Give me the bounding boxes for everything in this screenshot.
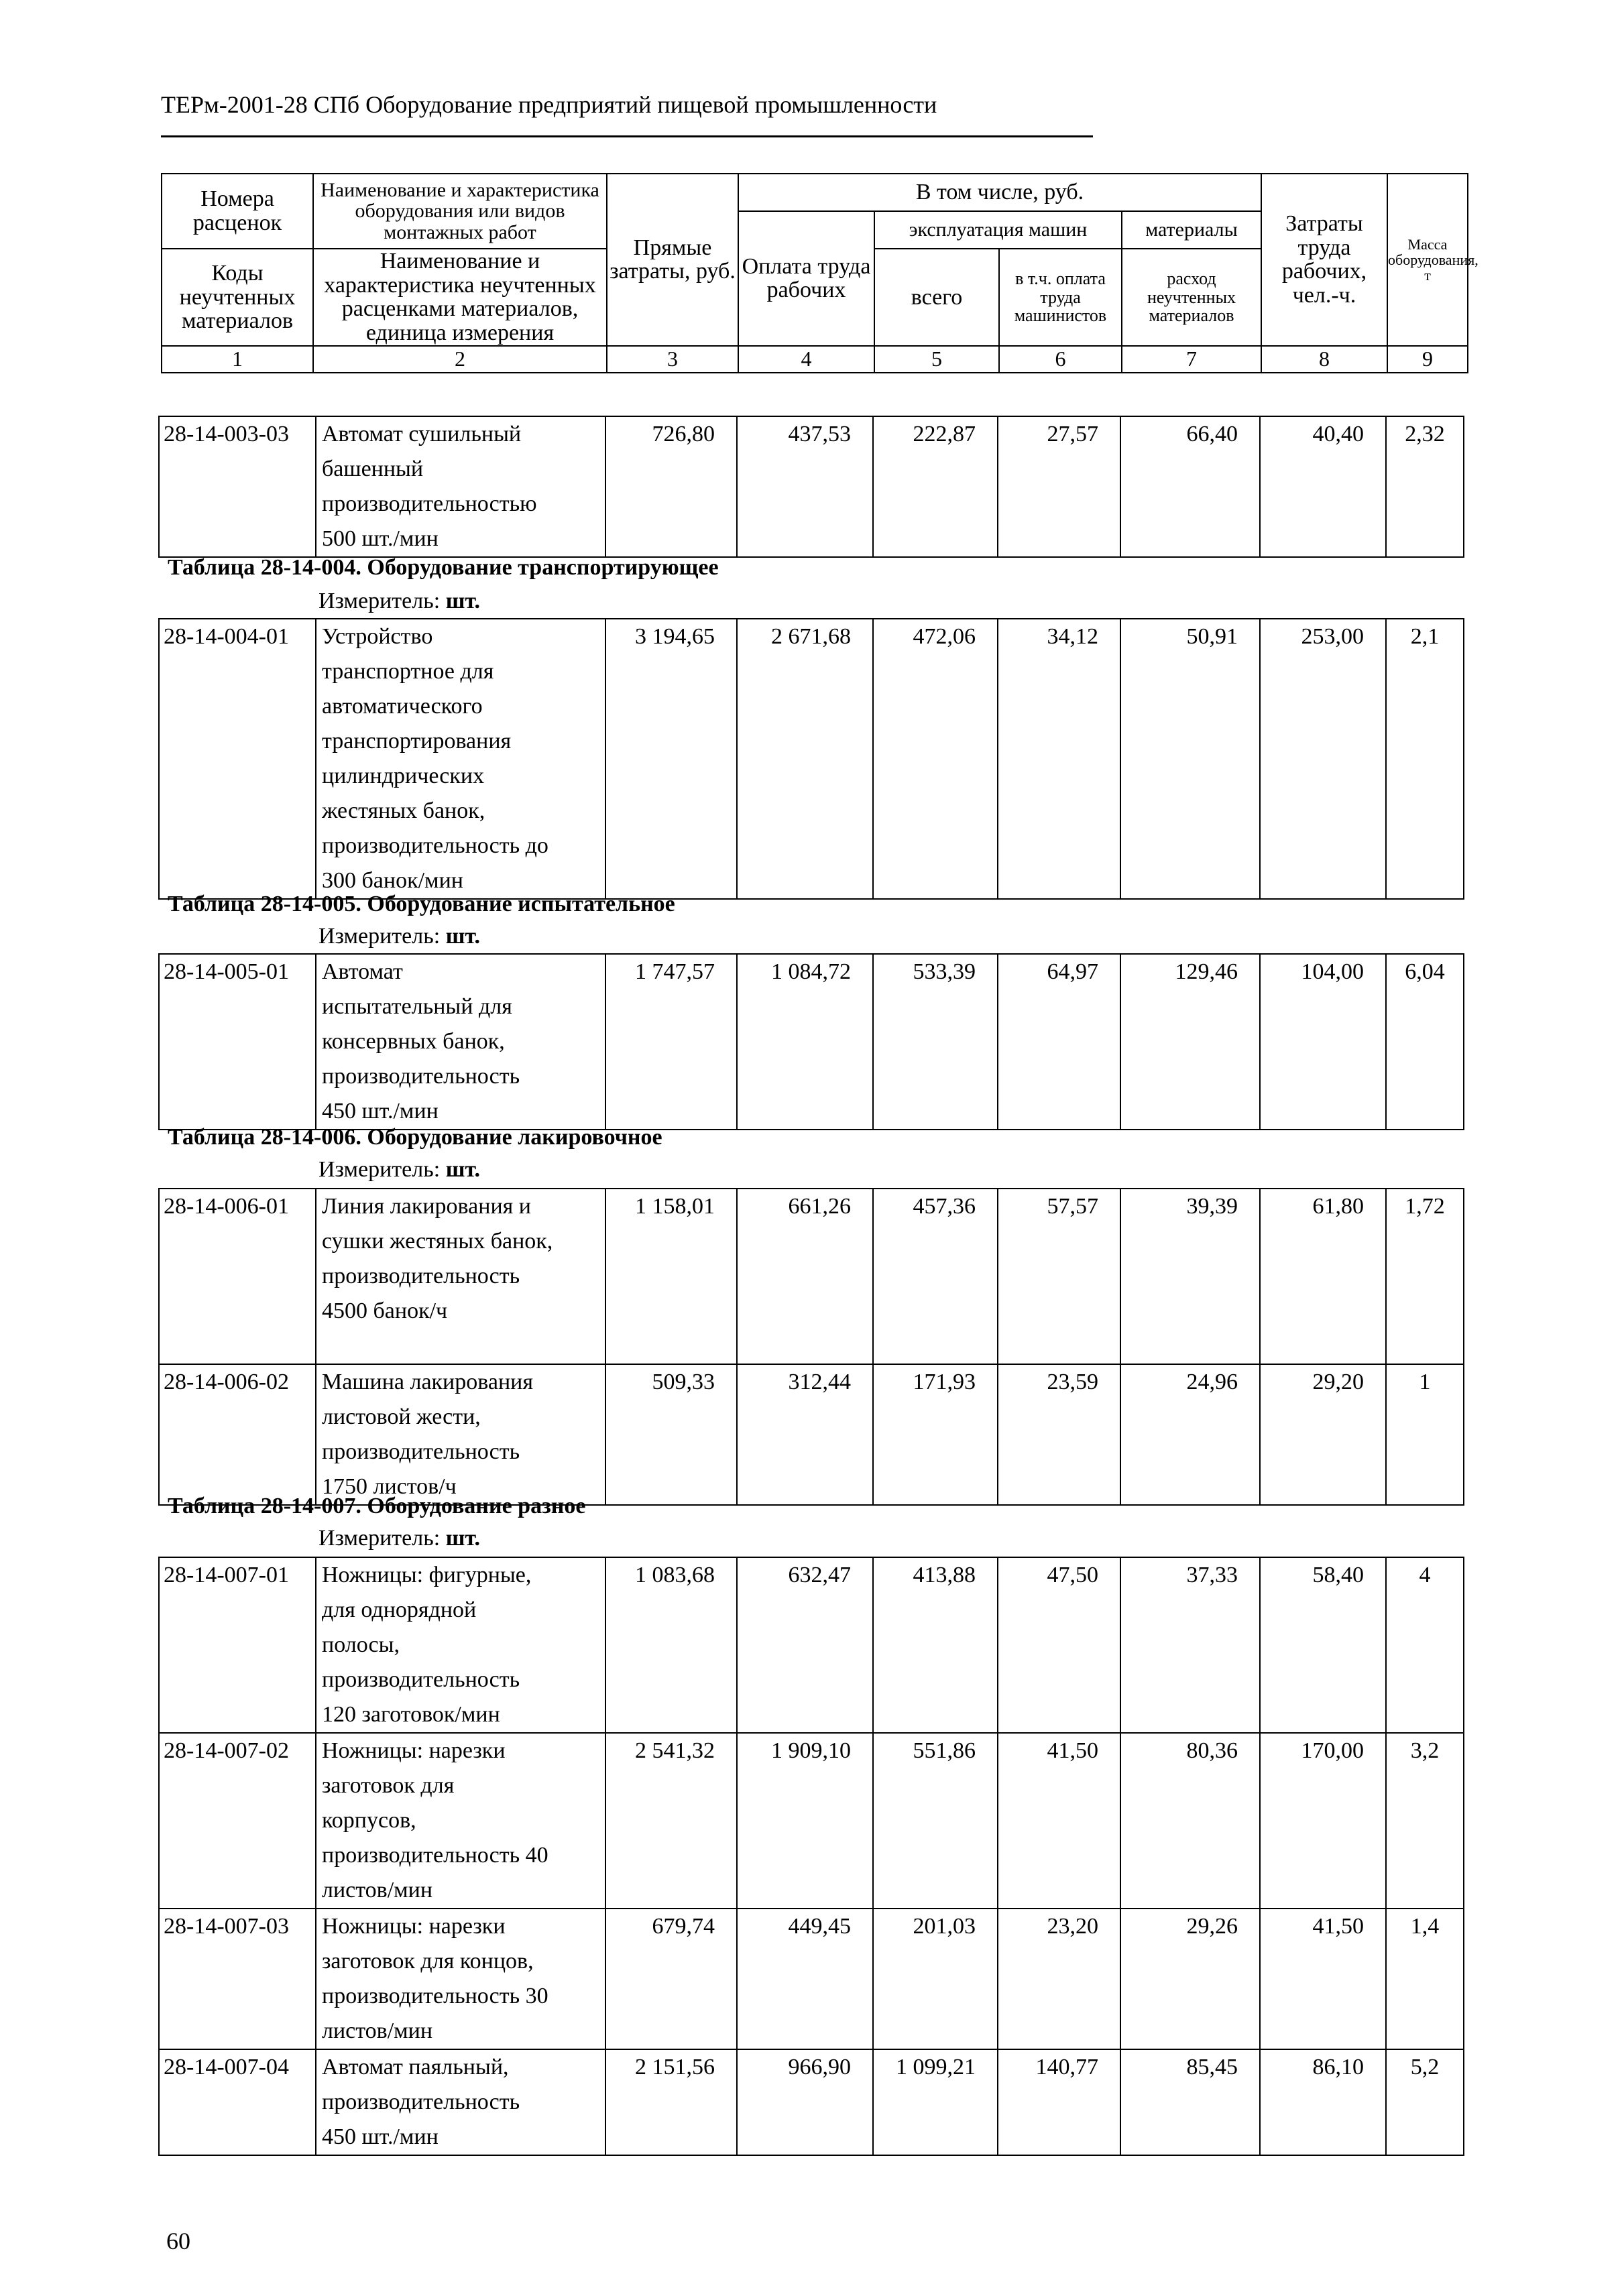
column-number: 2 — [313, 346, 607, 373]
table-row — [159, 1189, 1464, 1364]
machine-total: 533,39 — [873, 954, 998, 1130]
rate-name-line: цилиндрических — [322, 764, 485, 788]
unit-line — [318, 1526, 480, 1551]
rate-name — [316, 416, 605, 557]
rate-name-line: 4500 банок/ч — [322, 1298, 448, 1323]
unit-value: шт. — [445, 924, 481, 949]
equipment-mass: 2,1 — [1386, 619, 1464, 899]
rate-name-line: заготовок для концов, — [322, 1949, 534, 1974]
labor-pay: 437,53 — [737, 416, 873, 557]
table-row — [159, 954, 1464, 1130]
machinist-pay: 47,50 — [998, 1557, 1120, 1733]
rate-name-line: 450 шт./мин — [322, 1099, 439, 1124]
column-number: 1 — [162, 346, 313, 373]
rate-name-line: производительность 30 — [322, 1984, 548, 2008]
rate-name — [316, 1189, 605, 1364]
direct-cost: 509,33 — [605, 1364, 737, 1505]
equipment-mass: 4 — [1386, 1557, 1464, 1733]
rate-code: 28-14-007-04 — [159, 2049, 316, 2155]
labor-pay: 632,47 — [737, 1557, 873, 1733]
rate-name-line: транспортное для — [322, 659, 494, 684]
rate-name-line: листов/мин — [322, 1878, 433, 1902]
unit-value: шт. — [445, 1157, 481, 1182]
rate-code: 28-14-007-01 — [159, 1557, 316, 1733]
direct-cost: 2 151,56 — [605, 2049, 737, 2155]
header-col1-bottom: Коды неучтенных материалов — [162, 249, 313, 346]
rate-name-line: Автомат — [322, 959, 403, 984]
header-group-materials: материалы — [1122, 211, 1261, 249]
labor-pay: 449,45 — [737, 1909, 873, 2049]
table-row — [159, 1557, 1464, 1733]
machinist-pay: 27,57 — [998, 416, 1120, 557]
column-number: 9 — [1387, 346, 1468, 373]
materials-cost: 50,91 — [1120, 619, 1260, 899]
machine-total: 1 099,21 — [873, 2049, 998, 2155]
machinist-pay: 140,77 — [998, 2049, 1120, 2155]
rate-name-line: Ножницы: фигурные, — [322, 1563, 532, 1587]
header-col2-bottom: Наименование и характеристика неучтенных расценками материалов, единица измерения — [313, 249, 607, 346]
machinist-pay: 57,57 — [998, 1189, 1120, 1364]
machinist-pay: 23,20 — [998, 1909, 1120, 2049]
header-col5: всего — [874, 249, 999, 346]
equipment-mass: 1,4 — [1386, 1909, 1464, 2049]
rate-name-line: производительность — [322, 1264, 520, 1288]
rate-name-line: заготовок для — [322, 1773, 455, 1798]
table-row — [159, 1364, 1464, 1505]
table-row — [159, 1733, 1464, 1909]
rate-name-line: производительность 40 — [322, 1843, 548, 1868]
header-rule — [161, 135, 1093, 137]
rate-name — [316, 1909, 605, 2049]
direct-cost: 1 747,57 — [605, 954, 737, 1130]
rate-name — [316, 619, 605, 899]
materials-cost: 80,36 — [1120, 1733, 1260, 1909]
materials-cost: 37,33 — [1120, 1557, 1260, 1733]
header-col2-top: Наименование и характеристика оборудования или видов монтажных работ — [313, 174, 607, 249]
machine-total: 413,88 — [873, 1557, 998, 1733]
labor-pay: 1 909,10 — [737, 1733, 873, 1909]
rate-name-line: башенный — [322, 457, 424, 481]
rate-name-line: сушки жестяных банок, — [322, 1229, 553, 1254]
header-col1-top: Номера расценок — [162, 174, 313, 249]
rate-name-line: полосы, — [322, 1632, 400, 1657]
materials-cost: 24,96 — [1120, 1364, 1260, 1505]
direct-cost: 1 083,68 — [605, 1557, 737, 1733]
rate-name-line: листов/мин — [322, 2018, 433, 2043]
direct-cost: 1 158,01 — [605, 1189, 737, 1364]
header-col8: Затраты труда рабочих, чел.-ч. — [1261, 174, 1387, 346]
header-group-machines: эксплуатация машин — [874, 211, 1122, 249]
materials-cost: 85,45 — [1120, 2049, 1260, 2155]
direct-cost: 3 194,65 — [605, 619, 737, 899]
unit-line — [318, 1157, 480, 1183]
rate-name-line: производительность — [322, 1667, 520, 1692]
rate-name-line: листовой жести, — [322, 1404, 481, 1429]
direct-cost: 726,80 — [605, 416, 737, 557]
machine-total: 171,93 — [873, 1364, 998, 1505]
header-col6: в т.ч. оплата труда машинистов — [999, 249, 1122, 346]
unit-line — [318, 924, 480, 949]
rate-code: 28-14-006-01 — [159, 1189, 316, 1364]
table-row — [159, 2049, 1464, 2155]
column-number: 6 — [999, 346, 1122, 373]
rate-name-line: транспортирования — [322, 729, 512, 753]
page-number: 60 — [166, 2228, 190, 2254]
rate-code: 28-14-006-02 — [159, 1364, 316, 1505]
labor-pay: 2 671,68 — [737, 619, 873, 899]
labor-pay: 312,44 — [737, 1364, 873, 1505]
rate-name-line: для однорядной — [322, 1597, 477, 1622]
rate-name-line: Автомат паяльный, — [322, 2055, 509, 2079]
labor-hours: 253,00 — [1260, 619, 1386, 899]
header-col3: Прямые затраты, руб. — [607, 174, 738, 346]
rate-name-line — [322, 1329, 605, 1364]
equipment-mass: 3,2 — [1386, 1733, 1464, 1909]
unit-label: Измеритель: — [318, 589, 441, 613]
labor-hours: 86,10 — [1260, 2049, 1386, 2155]
labor-pay: 661,26 — [737, 1189, 873, 1364]
unit-label: Измеритель: — [318, 924, 441, 949]
rate-name-line: производительность — [322, 2090, 520, 2114]
labor-hours: 170,00 — [1260, 1733, 1386, 1909]
machinist-pay: 23,59 — [998, 1364, 1120, 1505]
column-number: 7 — [1122, 346, 1261, 373]
labor-hours: 29,20 — [1260, 1364, 1386, 1505]
column-number: 5 — [874, 346, 999, 373]
rate-name — [316, 1557, 605, 1733]
rate-name-line: производительность до — [322, 833, 548, 858]
column-number: 3 — [607, 346, 738, 373]
labor-pay: 1 084,72 — [737, 954, 873, 1130]
unit-value: шт. — [445, 589, 481, 613]
rate-name-line: производительность — [322, 1064, 520, 1089]
labor-hours: 41,50 — [1260, 1909, 1386, 2049]
machine-total: 222,87 — [873, 416, 998, 557]
rate-name-line: 450 шт./мин — [322, 2124, 439, 2149]
rate-name-line: Ножницы: нарезки — [322, 1914, 506, 1939]
machine-total: 457,36 — [873, 1189, 998, 1364]
rate-code: 28-14-004-01 — [159, 619, 316, 899]
rate-name-line: производительностью — [322, 491, 537, 516]
equipment-mass: 6,04 — [1386, 954, 1464, 1130]
rate-name — [316, 1364, 605, 1505]
price-table — [158, 1188, 1464, 1506]
rate-code: 28-14-003-03 — [159, 416, 316, 557]
rate-name-line: производительность — [322, 1439, 520, 1464]
labor-hours: 58,40 — [1260, 1557, 1386, 1733]
machinist-pay: 34,12 — [998, 619, 1120, 899]
section-title: Таблица 28-14-006. Оборудование лакировочное — [168, 1125, 662, 1150]
table-row — [159, 1909, 1464, 2049]
rate-name-line: Автомат сушильный — [322, 422, 522, 446]
rate-name-line: жестяных банок, — [322, 798, 485, 823]
direct-cost: 679,74 — [605, 1909, 737, 2049]
machinist-pay: 41,50 — [998, 1733, 1120, 1909]
labor-hours: 61,80 — [1260, 1189, 1386, 1364]
unit-value: шт. — [445, 1526, 481, 1551]
rate-name-line: консервных банок, — [322, 1029, 505, 1054]
price-table — [158, 1557, 1464, 2156]
materials-cost: 29,26 — [1120, 1909, 1260, 2049]
unit-line — [318, 589, 480, 614]
section-title: Таблица 28-14-005. Оборудование испытательное — [168, 892, 675, 916]
direct-cost: 2 541,32 — [605, 1733, 737, 1909]
price-table — [158, 953, 1464, 1130]
column-number: 8 — [1261, 346, 1387, 373]
rate-name-line: 300 банок/мин — [322, 868, 463, 893]
materials-cost: 39,39 — [1120, 1189, 1260, 1364]
materials-cost: 66,40 — [1120, 416, 1260, 557]
equipment-mass: 5,2 — [1386, 2049, 1464, 2155]
equipment-mass: 1 — [1386, 1364, 1464, 1505]
labor-pay: 966,90 — [737, 2049, 873, 2155]
rate-name-line: 120 заготовок/мин — [322, 1702, 500, 1727]
header-col9: Масса оборудования, т — [1387, 174, 1468, 346]
equipment-mass: 1,72 — [1386, 1189, 1464, 1364]
rate-name-line: автоматического — [322, 694, 483, 719]
page-header: ТЕРм-2001-28 СПб Оборудование предприятий пищевой промышленности — [161, 91, 937, 118]
rate-name-line: 500 шт./мин — [322, 526, 439, 551]
machinist-pay: 64,97 — [998, 954, 1120, 1130]
machine-total: 472,06 — [873, 619, 998, 899]
rate-code: 28-14-005-01 — [159, 954, 316, 1130]
header-col7: расход неучтенных материалов — [1122, 249, 1261, 346]
table-row — [159, 416, 1464, 557]
rate-name-line: Машина лакирования — [322, 1370, 533, 1394]
price-table — [158, 416, 1464, 558]
section-title: Таблица 28-14-007. Оборудование разное — [168, 1494, 586, 1518]
price-table — [158, 618, 1464, 900]
rate-name-line: 1750 листов/ч — [322, 1474, 457, 1499]
rate-name — [316, 2049, 605, 2155]
rate-code: 28-14-007-02 — [159, 1733, 316, 1909]
unit-label: Измеритель: — [318, 1157, 441, 1182]
column-header-table — [161, 173, 1478, 373]
rate-name-line: Ножницы: нарезки — [322, 1738, 506, 1763]
rate-name-line: корпусов, — [322, 1808, 416, 1833]
rate-name — [316, 1733, 605, 1909]
materials-cost: 129,46 — [1120, 954, 1260, 1130]
header-col4: Оплата труда рабочих — [738, 211, 874, 346]
rate-name — [316, 954, 605, 1130]
labor-hours: 40,40 — [1260, 416, 1386, 557]
rate-name-line: Устройство — [322, 624, 433, 649]
rate-name-line: Линия лакирования и — [322, 1194, 531, 1219]
column-number: 4 — [738, 346, 874, 373]
labor-hours: 104,00 — [1260, 954, 1386, 1130]
table-row — [159, 619, 1464, 899]
rate-name-line: испытательный для — [322, 994, 512, 1019]
unit-label: Измеритель: — [318, 1526, 441, 1551]
rate-code: 28-14-007-03 — [159, 1909, 316, 2049]
machine-total: 551,86 — [873, 1733, 998, 1909]
equipment-mass: 2,32 — [1386, 416, 1464, 557]
header-group-total: В том числе, руб. — [738, 174, 1261, 211]
machine-total: 201,03 — [873, 1909, 998, 2049]
section-title: Таблица 28-14-004. Оборудование транспортирующее — [168, 555, 719, 580]
